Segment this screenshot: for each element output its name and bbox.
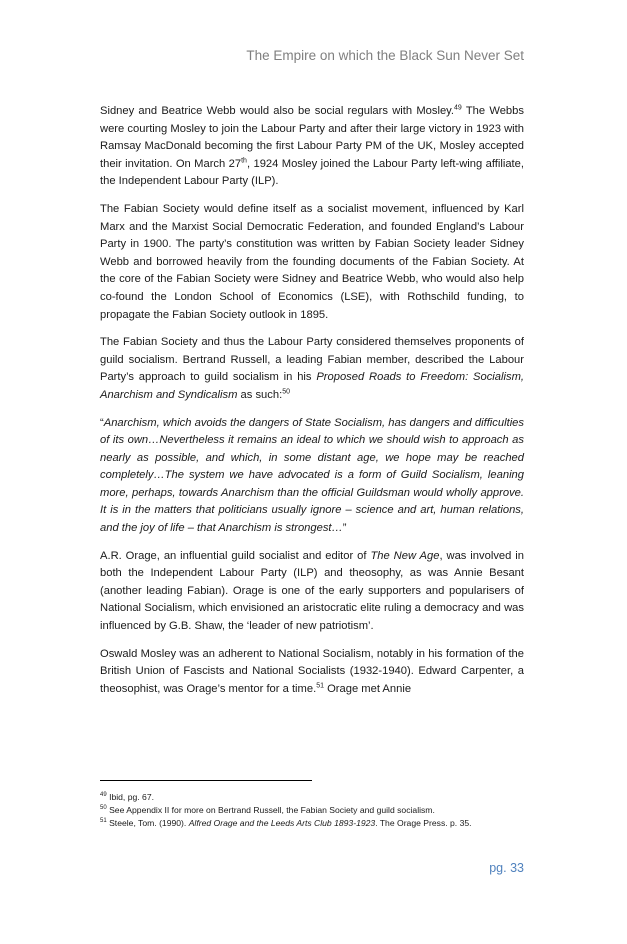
paragraph-webbs: Sidney and Beatrice Webb would also be social regulars with Mosley.$^{49}$ The Webbs were courting Mosley to join the Labour Party and after their large victory in 1923 with Ramsay MacDonald becoming the first Labour Party PM of the UK, Mosley accepted their invitation. On March 27th, 1924 Mosley joined the Labour Party left-wing affiliate, the Independent Labour Party (ILP).: [100, 104, 524, 188]
publication-title: The New Age: [370, 549, 440, 562]
footnote-ref-50[interactable]: 50: [282, 388, 290, 396]
footnote-49: $^{49}$ Ibid, pg. 67.: [100, 792, 154, 802]
page-body: [100, 103, 524, 708]
paragraph-fabian-society: The Fabian Society would define itself as a socialist movement, influenced by Karl Marx and the Marxist Social Democratic Federation, and founded England’s Labour Party in 1900. The party’s constitution was written by Fabian Society leader Sidney Webb and borrowed heavily from the founding documents of the Fabian Society. At the core of the Fabian Society were Sidney and Beatrice Webb, who would also help co-found the London School of Economics (LSE), with Rothschild funding, to propagate the Fabian Society outlook in 1895.: [100, 202, 524, 321]
footnote-ref-51[interactable]: 51: [316, 682, 324, 690]
paragraph-guild-socialism: The Fabian Society and thus the Labour Party considered themselves proponents of guild socialism. Bertrand Russell, a leading Fabian member, described the Labour Party’s approach to guild socialism in his Proposed Roads to Freedom: Socialism, Anarchism and Syndicalism as such:$^{50}$: [100, 336, 524, 401]
running-header: The Empire on which the Black Sun Never Set: [246, 48, 524, 63]
paragraph-orage: A.R. Orage, an influential guild socialist and editor of The New Age, was involved in both the Independent Labour Party (ILP) and theosophy, as was Annie Besant (another leading Fabian). Orage is one of the early supporters and popularisers of National Socialism, which envisioned an aristocratic elite ruling a democracy and was influenced by G.B. Shaw, the ‘leader of new patriotism’.: [100, 549, 524, 633]
footnote-50: $^{50}$ See Appendix II for more on Bertrand Russell, the Fabian Society and guild socialism.: [100, 805, 435, 815]
paragraph-mosley: Oswald Mosley was an adherent to National Socialism, notably in his formation of the British Union of Fascists and National Socialists (1932-1940). Edward Carpenter, a theosophist, was Orage’s mentor for a time.$^{51}$ Orage met Annie: [100, 647, 524, 695]
footnotes: [100, 791, 524, 830]
book-title: Proposed Roads to Freedom: Socialism, Anarchism and Syndicalism: [100, 371, 524, 401]
block-quote-russell: “Anarchism, which avoids the dangers of State Socialism, has dangers and difficulties of its own…Nevertheless it remains an ideal to which we should wish to approach as nearly as possible, and which, in some distant age, we hope may be reached completely…The system we have advocated is a form of Guild Socialism, leaning more, perhaps, towards Anarchism than the official Guildsman would wholly approve. It is in the matters that politicians usually ignore – science and art, human relations, and the joy of life – that Anarchism is strongest…”: [100, 416, 524, 535]
page-number: pg. 33: [489, 861, 524, 875]
footnote-ref-49[interactable]: 49: [454, 104, 462, 112]
footnote-51: $^{51}$ Steele, Tom. (1990). Alfred Orage and the Leeds Arts Club 1893-1923. The Orage Press. p. 35.: [100, 818, 472, 828]
footnote-separator: [100, 780, 312, 781]
